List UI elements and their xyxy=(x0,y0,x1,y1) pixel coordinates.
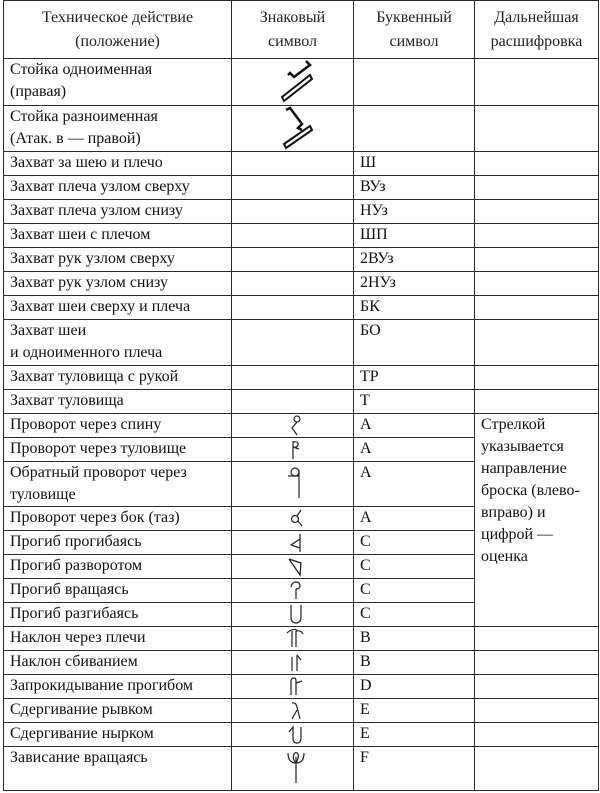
table-row xyxy=(4,59,599,106)
letter-cell: А xyxy=(354,414,475,438)
decoding-cell xyxy=(475,390,599,414)
decoding-cell xyxy=(475,366,599,390)
table-row xyxy=(4,248,599,272)
decoding-cell xyxy=(475,176,599,200)
action-cell: Сдергивание рывком xyxy=(4,699,232,723)
notation-table xyxy=(3,0,599,791)
decoding-cell xyxy=(475,106,599,152)
symbol-cell xyxy=(232,200,354,224)
action-cell: Прогиб вращаясь xyxy=(4,579,232,603)
decoding-cell xyxy=(475,272,599,296)
symbol-cell xyxy=(232,272,354,296)
letter-cell: Е xyxy=(354,699,475,723)
symbol-cell xyxy=(232,366,354,390)
symbol-cell xyxy=(232,390,354,414)
table-row xyxy=(4,320,599,366)
decoding-cell xyxy=(475,296,599,320)
symbol-cell xyxy=(232,603,354,627)
action-text: Стойка одноименная xyxy=(10,61,153,78)
header-further-decoding xyxy=(475,1,599,59)
note-line: цифрой — xyxy=(481,526,554,543)
header-line: (положение) xyxy=(75,32,160,50)
note-line: направление xyxy=(481,460,567,477)
action-cell: Проворот через спину xyxy=(4,414,232,438)
symbol-cell xyxy=(232,507,354,531)
action-cell: Захват за шею и плечо xyxy=(4,152,232,176)
header-line: Знаковый xyxy=(259,8,326,26)
note-line: оценка xyxy=(481,548,528,565)
action-cell xyxy=(4,59,232,106)
tilt-knockdown-icon xyxy=(286,651,306,673)
action-cell: Проворот через бок (таз) xyxy=(4,507,232,531)
letter-cell: А xyxy=(354,462,475,507)
action-cell: Запрокидывание прогибом xyxy=(4,675,232,699)
table-row xyxy=(4,366,599,390)
decoding-cell xyxy=(475,59,599,106)
letter-cell: БО xyxy=(354,320,475,366)
table-row xyxy=(4,224,599,248)
table-row xyxy=(4,699,599,723)
symbol-cell xyxy=(232,651,354,675)
table-row xyxy=(4,723,599,747)
letter-cell: F xyxy=(354,747,475,791)
decoding-cell xyxy=(475,320,599,366)
arch-turning-icon xyxy=(286,555,306,577)
action-cell: Наклон через плечи xyxy=(4,627,232,651)
action-cell: Захват шеи с плечом xyxy=(4,224,232,248)
table-row xyxy=(4,272,599,296)
arch-rotating-icon xyxy=(286,579,306,601)
note-line: вправо) и xyxy=(481,504,546,521)
hang-rotating-icon xyxy=(285,749,307,785)
header-line: Буквенный xyxy=(376,8,452,26)
reverse-turn-torso-icon xyxy=(285,466,307,500)
symbol-cell xyxy=(232,531,354,555)
symbol-cell xyxy=(232,176,354,200)
letter-cell: В xyxy=(354,627,475,651)
header-line: Дальнейшая xyxy=(494,8,579,26)
letter-cell: Ш xyxy=(354,152,475,176)
table-row xyxy=(4,414,599,438)
letter-cell: А xyxy=(354,507,475,531)
pull-down-jerk-icon xyxy=(286,699,306,721)
action-cell: Сдергивание нырком xyxy=(4,723,232,747)
letter-cell: ШП xyxy=(354,224,475,248)
symbol-cell xyxy=(232,224,354,248)
letter-cell: БК xyxy=(354,296,475,320)
symbol-cell xyxy=(232,152,354,176)
symbol-cell xyxy=(232,462,354,507)
symbol-cell xyxy=(232,627,354,651)
action-text: Стойка разноименная xyxy=(10,108,158,125)
action-cell: Захват туловища с рукой xyxy=(4,366,232,390)
header-line: символ xyxy=(267,32,317,50)
table-row xyxy=(4,627,599,651)
decoding-cell xyxy=(475,224,599,248)
action-cell: Прогиб разворотом xyxy=(4,555,232,579)
letter-cell: ТР xyxy=(354,366,475,390)
action-cell: Захват туловища xyxy=(4,390,232,414)
action-cell: Захват рук узлом снизу xyxy=(4,272,232,296)
letter-cell: 2ВУз xyxy=(354,248,475,272)
note-line: броска (влево- xyxy=(481,482,580,499)
action-cell xyxy=(4,462,232,507)
action-text: Обратный проворот через xyxy=(10,464,187,481)
turn-over-torso-icon xyxy=(286,438,306,460)
action-text: Захват шеи xyxy=(10,322,87,339)
decoding-cell xyxy=(475,651,599,675)
arch-arching-icon xyxy=(286,531,306,553)
table-row xyxy=(4,152,599,176)
letter-cell: Т xyxy=(354,390,475,414)
letter-cell xyxy=(354,106,475,152)
header-line: расшифровка xyxy=(490,32,583,50)
table-row xyxy=(4,200,599,224)
action-cell: Проворот через туловище xyxy=(4,438,232,462)
symbol-cell xyxy=(232,675,354,699)
symbol-cell xyxy=(232,699,354,723)
table-row xyxy=(4,296,599,320)
table-row xyxy=(4,675,599,699)
table-row xyxy=(4,651,599,675)
header-letter-symbol xyxy=(354,1,475,59)
letter-cell: D xyxy=(354,675,475,699)
decoding-cell xyxy=(475,200,599,224)
decoding-note-cell xyxy=(475,414,599,627)
note-line: Стрелкой xyxy=(481,416,546,433)
symbol-cell xyxy=(232,555,354,579)
stance-same-side-icon xyxy=(276,59,316,103)
table-row xyxy=(4,747,599,791)
pull-down-dive-icon xyxy=(286,723,306,745)
action-cell: Захват шеи сверху и плеча xyxy=(4,296,232,320)
throwback-arch-icon xyxy=(286,675,306,697)
header-sign-symbol xyxy=(232,1,354,59)
header-technical-action xyxy=(4,1,232,59)
decoding-cell xyxy=(475,248,599,272)
letter-cell xyxy=(354,59,475,106)
action-text: (правая) xyxy=(10,83,67,100)
letter-cell: В xyxy=(354,651,475,675)
symbol-cell xyxy=(232,320,354,366)
action-cell: Захват рук узлом сверху xyxy=(4,248,232,272)
turn-over-back-icon xyxy=(286,414,306,436)
decoding-cell xyxy=(475,675,599,699)
symbol-cell xyxy=(232,438,354,462)
letter-cell: С xyxy=(354,555,475,579)
decoding-cell xyxy=(475,747,599,791)
symbol-cell xyxy=(232,59,354,106)
letter-cell: С xyxy=(354,531,475,555)
symbol-cell xyxy=(232,747,354,791)
table-row xyxy=(4,176,599,200)
note-line: указывается xyxy=(481,438,564,455)
letter-cell: ВУз xyxy=(354,176,475,200)
table-row xyxy=(4,106,599,152)
symbol-cell xyxy=(232,579,354,603)
symbol-cell xyxy=(232,723,354,747)
letter-cell: С xyxy=(354,579,475,603)
letter-cell: С xyxy=(354,603,475,627)
decoding-cell xyxy=(475,723,599,747)
letter-cell: 2НУз xyxy=(354,272,475,296)
action-text: туловище xyxy=(10,486,76,503)
symbol-cell xyxy=(232,296,354,320)
action-text: (Атак. в — правой) xyxy=(10,130,141,147)
symbol-cell xyxy=(232,106,354,152)
letter-cell: А xyxy=(354,438,475,462)
action-cell: Наклон сбиванием xyxy=(4,651,232,675)
header-line: символ xyxy=(389,32,439,50)
tilt-over-shoulders-icon xyxy=(284,627,308,649)
action-cell: Прогиб разгибаясь xyxy=(4,603,232,627)
arch-unbending-icon xyxy=(286,603,306,625)
symbol-cell xyxy=(232,248,354,272)
action-cell: Захват плеча узлом снизу xyxy=(4,200,232,224)
action-text: и одноименного плеча xyxy=(10,344,163,361)
header-line: Техническое действие xyxy=(41,8,194,26)
decoding-cell xyxy=(475,152,599,176)
action-cell xyxy=(4,106,232,152)
stance-opposite-side-icon xyxy=(276,106,316,150)
letter-cell: НУз xyxy=(354,200,475,224)
symbol-cell xyxy=(232,414,354,438)
decoding-cell xyxy=(475,627,599,651)
turn-over-hip-icon xyxy=(286,507,306,529)
table-row xyxy=(4,390,599,414)
header-row xyxy=(4,1,599,59)
action-cell xyxy=(4,320,232,366)
action-cell: Прогиб прогибаясь xyxy=(4,531,232,555)
letter-cell: Е xyxy=(354,723,475,747)
action-cell: Захват плеча узлом сверху xyxy=(4,176,232,200)
action-cell: Зависание вращаясь xyxy=(4,747,232,791)
decoding-cell xyxy=(475,699,599,723)
